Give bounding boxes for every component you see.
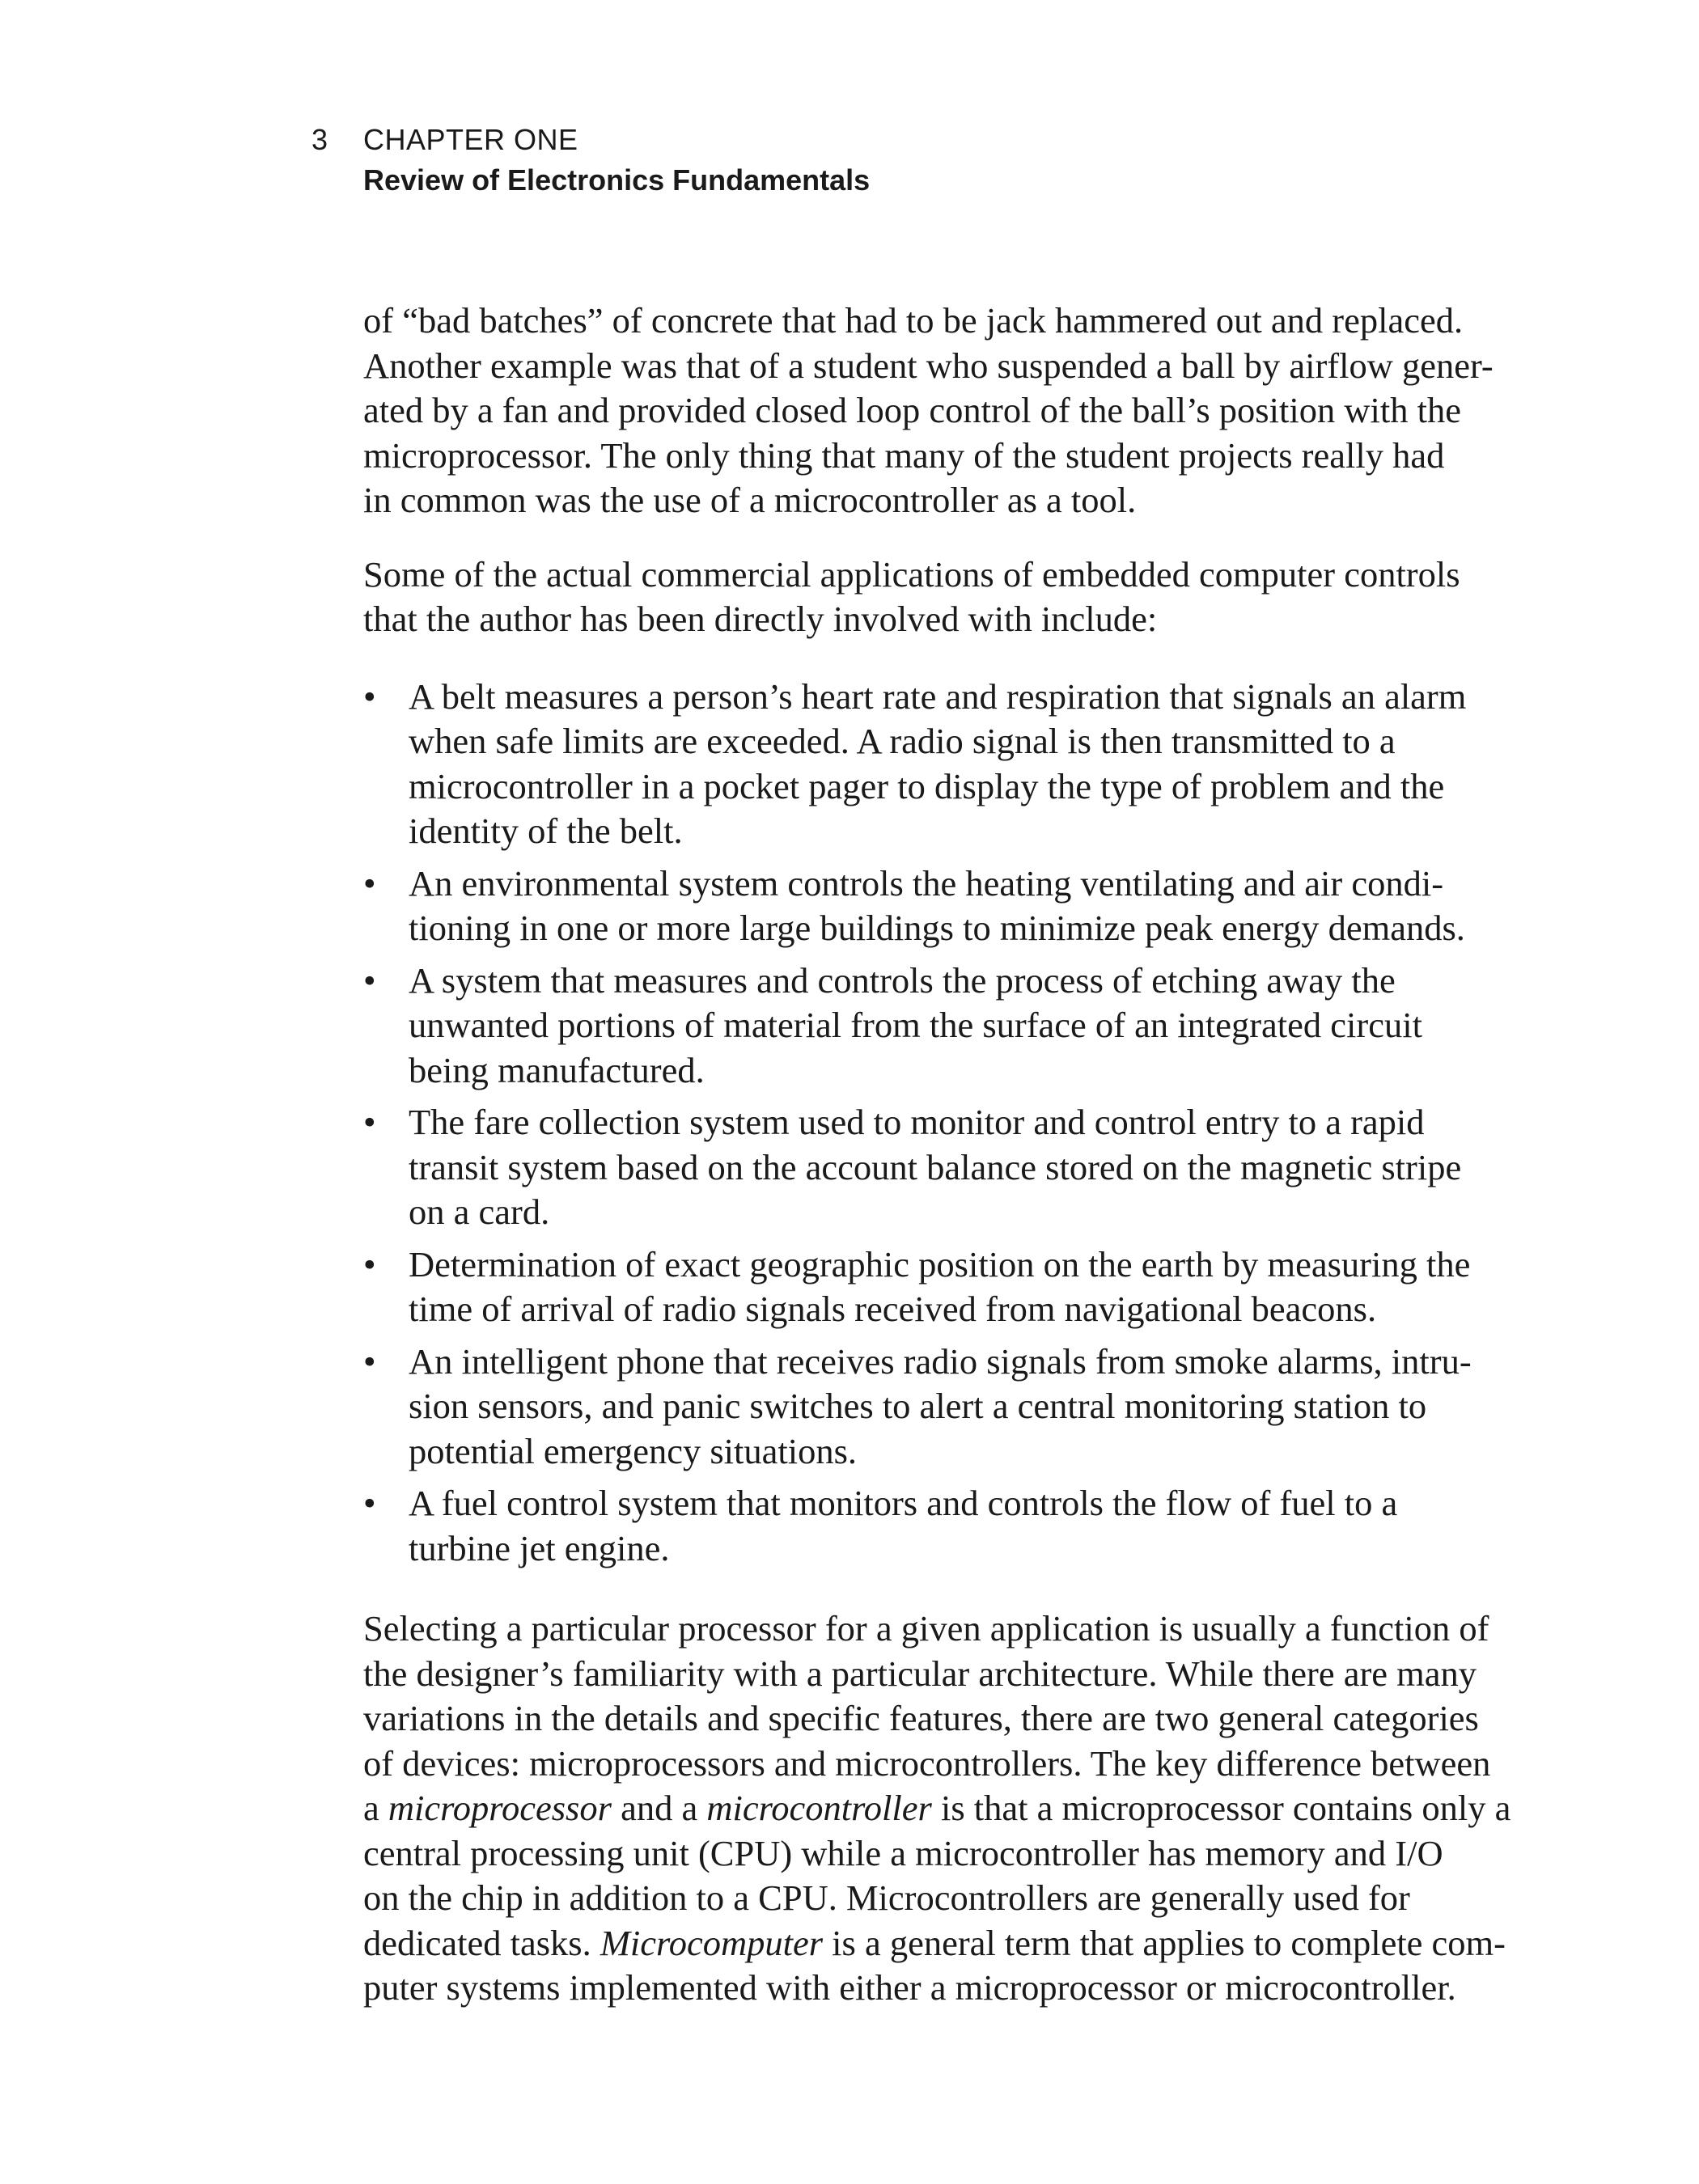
text-line: Determination of exact geographic position on the earth by measuring the [409, 1243, 1471, 1285]
text-line: tioning in one or more large buildings to minimize peak energy demands. [409, 908, 1465, 948]
text-line: unwanted portions of material from the surface of an integrated circuit [409, 1005, 1422, 1045]
text-line: of “bad batches” of concrete that had to be jack hammered out and replaced. [363, 300, 1464, 341]
bullet-icon: • [363, 959, 376, 1001]
text-segment: and a [611, 1788, 707, 1828]
text-line: puter systems implemented with either a microprocessor or microcontroller. [363, 1967, 1456, 2008]
text-line-with-terms [363, 1786, 1520, 1831]
list-item [363, 861, 1520, 951]
text-line: on the chip in addition to a CPU. Microcontrollers are generally used for [363, 1877, 1410, 1918]
text-line: transit system based on the account balance stored on the magnetic stripe [409, 1146, 1462, 1187]
chapter-heading [363, 120, 870, 201]
text-segment: a [363, 1788, 388, 1828]
text-line: sion sensors, and panic switches to alert a central monitoring station to [409, 1386, 1427, 1426]
text-line: the designer’s familiarity with a particular architecture. While there are many [363, 1653, 1477, 1694]
text-line: Another example was that of a student who suspended a ball by airflow gener- [363, 345, 1494, 386]
term-microprocessor: microprocessor [388, 1788, 612, 1828]
applications-list [363, 675, 1520, 1572]
paragraph-applications-intro [363, 552, 1520, 642]
text-line: in common was the use of a microcontroller as a tool. [363, 480, 1137, 520]
page-number: 3 [311, 123, 328, 156]
text-line: ated by a fan and provided closed loop control of the ball’s position with the [363, 390, 1461, 430]
text-segment: is a general term that applies to complete com- [823, 1922, 1506, 1963]
bullet-icon: • [363, 1243, 376, 1285]
text-line: Selecting a particular processor for a given application is usually a function of [363, 1608, 1489, 1649]
body-text [363, 298, 1520, 2011]
text-line: Some of the actual commercial applications of embedded computer controls [363, 553, 1460, 595]
text-line: identity of the belt. [409, 811, 683, 851]
paragraph-continuation [363, 298, 1520, 523]
text-line: An environmental system controls the heating ventilating and air condi- [409, 862, 1444, 904]
bullet-icon: • [363, 862, 376, 904]
list-item [363, 675, 1520, 854]
text-line: when safe limits are exceeded. A radio signal is then transmitted to a [409, 721, 1396, 761]
text-line: An intelligent phone that receives radio signals from smoke alarms, intru- [409, 1340, 1472, 1382]
text-line: microprocessor. The only thing that many of the student projects really had [363, 434, 1445, 476]
bullet-icon: • [363, 1102, 376, 1142]
chapter-label: CHAPTER ONE [363, 123, 578, 156]
text-line: being manufactured. [409, 1049, 705, 1090]
text-line: turbine jet engine. [409, 1527, 670, 1568]
text-line: A system that measures and controls the process of etching away the [409, 959, 1396, 1001]
list-item [363, 959, 1520, 1094]
bullet-icon: • [363, 1340, 376, 1382]
bullet-icon: • [363, 1483, 376, 1523]
term-microcomputer: Microcomputer [600, 1922, 824, 1963]
text-line: variations in the details and specific features, there are two general categories [363, 1698, 1479, 1738]
list-item [363, 1242, 1520, 1332]
text-line: A belt measures a person’s heart rate and respiration that signals an alarm [409, 675, 1467, 717]
paragraph-processor-selection [363, 1606, 1520, 2011]
text-line: of devices: microprocessors and microcontrollers. The key difference between [363, 1742, 1491, 1784]
text-line: A fuel control system that monitors and controls the flow of fuel to a [409, 1483, 1398, 1523]
list-item [363, 1481, 1520, 1571]
text-line: central processing unit (CPU) while a microcontroller has memory and I/O [363, 1832, 1443, 1873]
text-line: time of arrival of radio signals received from navigational beacons. [409, 1289, 1377, 1329]
text-segment: is that a microprocessor contains only a [931, 1788, 1511, 1828]
list-item [363, 1340, 1520, 1475]
text-line: The fare collection system used to monitor and control entry to a rapid [409, 1102, 1425, 1142]
chapter-title: Review of Electronics Fundamentals [363, 163, 871, 197]
text-line: that the author has been directly involved with include: [363, 599, 1158, 639]
text-line: potential emergency situations. [409, 1430, 858, 1471]
text-line-with-term [363, 1921, 1520, 1966]
text-segment: dedicated tasks. [363, 1922, 600, 1963]
text-line: on a card. [409, 1191, 550, 1232]
list-item [363, 1100, 1520, 1235]
text-line: microcontroller in a pocket pager to display the type of problem and the [409, 765, 1445, 806]
term-microcontroller: microcontroller [706, 1788, 932, 1828]
bullet-icon: • [363, 675, 376, 717]
